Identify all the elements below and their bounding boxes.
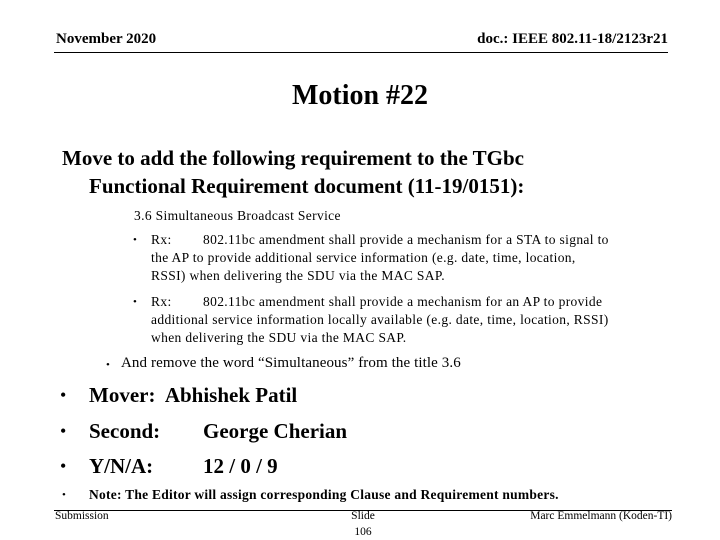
requirement-2-line-3: when delivering the SDU via the MAC SAP. (151, 330, 407, 345)
requirement-1-line-1: 802.11bc amendment shall provide a mechanism for a STA to signal to (203, 232, 609, 247)
requirement-2-line-2: additional service information locally available (e.g. date, time, location, RSSI) (151, 312, 609, 327)
second-bullet: • (60, 421, 67, 441)
vote-label: Y/N/A: (89, 454, 154, 478)
requirement-2-label: Rx: (151, 294, 172, 309)
requirement-1-bullet: • (133, 234, 137, 246)
requirement-2-bullet: • (133, 296, 137, 308)
mover-line (89, 383, 297, 408)
remove-note-bullet: • (106, 359, 110, 371)
footer-submission: Submission (55, 510, 109, 522)
footer-author: Marc Emmelmann (Koden-TI) (530, 510, 672, 522)
header-date: November 2020 (56, 31, 157, 47)
requirement-2 (151, 293, 691, 347)
section-heading: 3.6 Simultaneous Broadcast Service (134, 208, 341, 223)
vote-value: 12 / 0 / 9 (203, 454, 278, 478)
editor-note-bullet: • (62, 489, 66, 501)
mover-value: Abhishek Patil (164, 383, 298, 407)
second-value: George Cherian (203, 419, 348, 443)
requirement-1 (151, 231, 691, 285)
vote-bullet: • (60, 456, 67, 476)
footer-slide-number: 106 (354, 526, 372, 538)
requirement-1-line-3: RSSI) when delivering the SDU via the MAC SAP. (151, 268, 445, 283)
intro-text (62, 144, 702, 200)
second-label: Second: (89, 419, 161, 443)
requirement-1-label: Rx: (151, 232, 172, 247)
header-doc-id: doc.: IEEE 802.11-18/2123r21 (477, 31, 668, 47)
requirement-2-line-1: 802.11bc amendment shall provide a mechanism for an AP to provide (203, 294, 603, 309)
intro-line-1: Move to add the following requirement to the TGbc (62, 146, 524, 170)
header-rule (54, 52, 668, 53)
editor-note: Note: The Editor will assign corresponding Clause and Requirement numbers. (89, 487, 559, 502)
intro-line-2: Functional Requirement document (11-19/0151): (89, 174, 525, 198)
mover-label: Mover: (89, 383, 156, 407)
mover-bullet: • (60, 385, 67, 405)
slide-title: Motion #22 (291, 80, 429, 111)
remove-note: And remove the word “Simultaneous” from the title 3.6 (121, 355, 461, 371)
footer-slide-label: Slide (351, 510, 375, 522)
requirement-1-line-2: the AP to provide additional service information (e.g. date, time, location, (151, 250, 576, 265)
